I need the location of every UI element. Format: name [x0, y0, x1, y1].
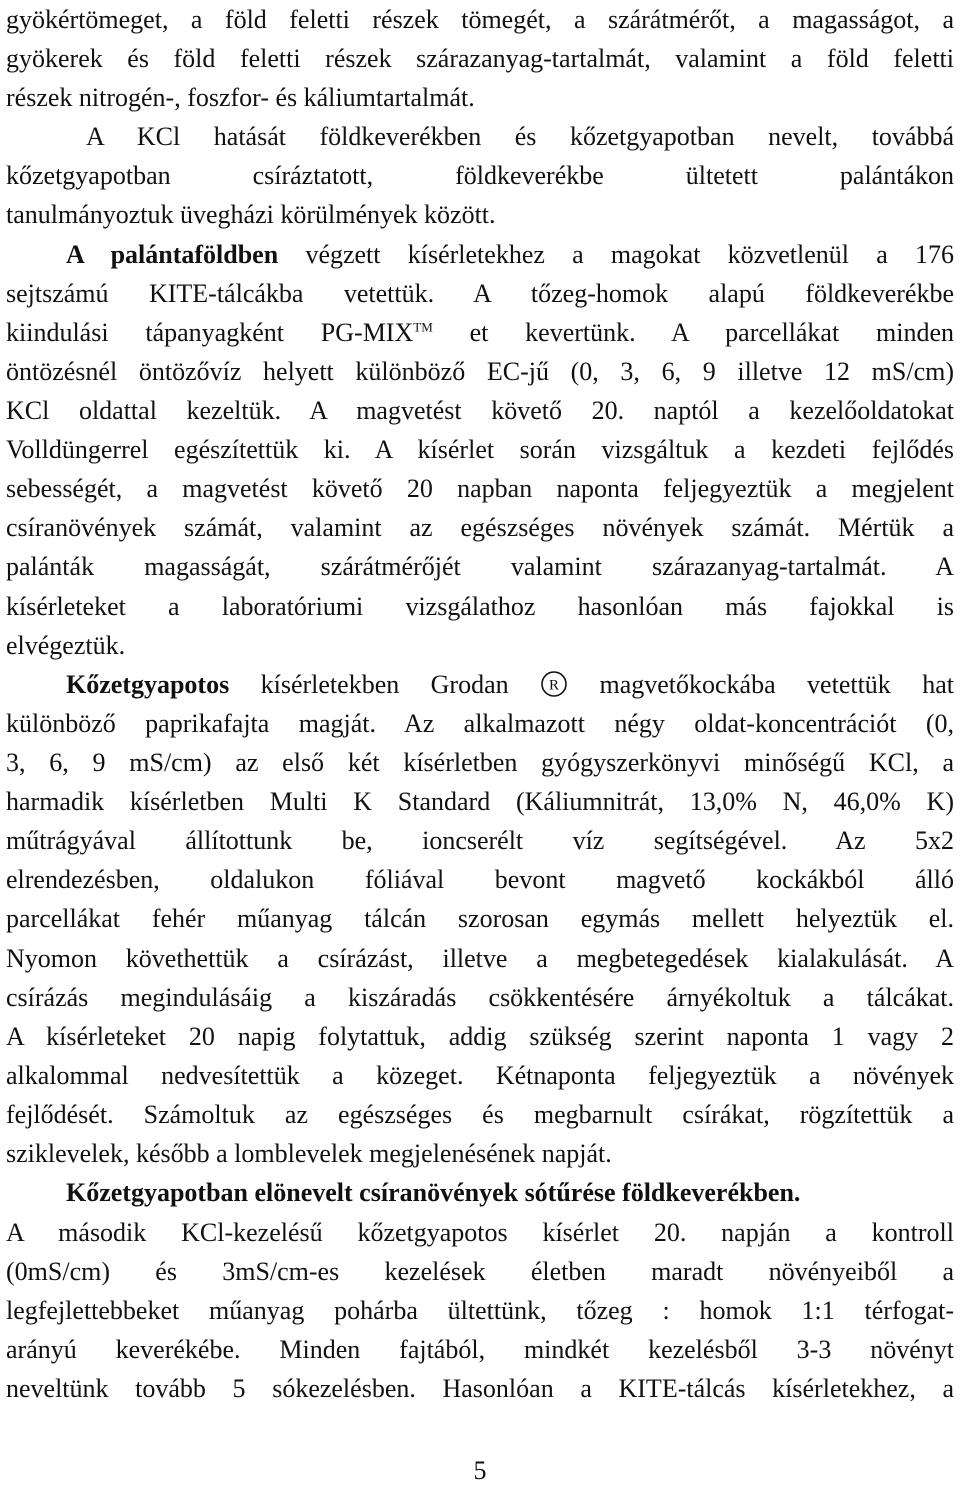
- bold-term: A palántaföldben: [66, 240, 279, 269]
- text-line: gyökértömeget, a föld feletti részek tömegét, a szárátmérőt, a magasságot, a: [6, 5, 954, 34]
- text-line: neveltünk tovább 5 sókezelésben. Hasonlóan a KITE-tálcás kísérletekhez, a: [6, 1374, 954, 1403]
- trademark-superscript: TM: [413, 319, 433, 335]
- text-span: végzett kísérletekhez a magokat közvetlenül a 176: [305, 240, 954, 269]
- text-line: részek nitrogén-, foszfor- és káliumtartalmát.: [6, 83, 475, 112]
- text-line: sebességét, a magvetést követő 20 napban naponta feljegyeztük a megjelent: [6, 474, 954, 503]
- page-number: 5: [473, 1456, 487, 1485]
- text-line: elrendezésben, oldalukon fóliával bevont magvető kockákból álló: [6, 865, 954, 894]
- text-line: harmadik kísérletben Multi K Standard (Káliumnitrát, 13,0% N, 46,0% K): [6, 787, 954, 816]
- text-line: kőzetgyapotban csíráztatott, földkeverékbe ültetett palántákon: [6, 161, 954, 190]
- text-line: [6, 665, 954, 705]
- text-line: fejlődését. Számoltuk az egészséges és megbarnult csírákat, rögzítettük a: [6, 1100, 954, 1129]
- section-heading: [6, 1173, 954, 1213]
- text-span: kísérletekben Grodan: [260, 670, 509, 699]
- text-line: [6, 313, 954, 353]
- text-span: et kevertünk. A parcellákat minden: [469, 318, 955, 347]
- text-line: gyökerek és föld feletti részek szárazanyag-tartalmát, valamint a föld feletti: [6, 44, 954, 73]
- text-line: [6, 235, 954, 275]
- text-line: csíranövények számát, valamint az egészséges növények számát. Mértük a: [6, 513, 954, 542]
- text-line: legfejlettebbeket műanyag pohárba ültettünk, tőzeg : homok 1:1 térfogat-: [6, 1296, 954, 1325]
- text-line: sejtszámú KITE-tálcákba vetettük. A tőzeg-homok alapú földkeverékbe: [6, 279, 954, 308]
- text-span: kiindulási tápanyagként PG-MIX: [6, 318, 414, 347]
- text-line: tanulmányoztuk üvegházi körülmények között.: [6, 200, 496, 229]
- text-line: arányú keverékébe. Minden fajtából, mindkét kezelésből 3-3 növényt: [6, 1335, 954, 1364]
- text-line: műtrágyával állítottunk be, ioncserélt víz segítségével. Az 5x2: [6, 826, 954, 855]
- text-line: A második KCl-kezelésű kőzetgyapotos kísérlet 20. napján a kontroll: [6, 1218, 954, 1247]
- registered-mark-icon: [540, 670, 568, 698]
- text-line: 3, 6, 9 mS/cm) az első két kísérletben gyógyszerkönyvi minőségű KCl, a: [6, 748, 954, 777]
- text-line: csírázás megindulásáig a kiszáradás csökkentésére árnyékoltuk a tálcákat.: [6, 983, 954, 1012]
- text-line: kísérleteket a laboratóriumi vizsgálathoz hasonlóan más fajokkal is: [6, 592, 954, 621]
- text-line: Volldüngerrel egészítettük ki. A kísérlet során vizsgáltuk a kezdeti fejlődés: [6, 435, 954, 464]
- text-line: különböző paprikafajta magját. Az alkalmazott négy oldat-koncentrációt (0,: [6, 709, 954, 738]
- text-line: (0mS/cm) és 3mS/cm-es kezelések életben maradt növényeiből a: [6, 1257, 954, 1286]
- text-span: magvetőkockába vetettük hat: [599, 670, 954, 699]
- bold-term: Kőzetgyapotos: [66, 670, 230, 699]
- text-line: sziklevelek, később a lomblevelek megjelenésének napját.: [6, 1139, 612, 1168]
- text-line: alkalommal nedvesítettük a közeget. Kétnaponta feljegyeztük a növények: [6, 1061, 954, 1090]
- text-line: Nyomon követhettük a csírázást, illetve a megbetegedések kialakulását. A: [6, 944, 954, 973]
- heading-text: Kőzetgyapotban elönevelt csíranövények sótűrése földkeverékben.: [66, 1178, 801, 1207]
- text-line: KCl oldattal kezeltük. A magvetést követő 20. naptól a kezelőoldatokat: [6, 396, 954, 425]
- text-line: öntözésnél öntözővíz helyett különböző EC-jű (0, 3, 6, 9 illetve 12 mS/cm): [6, 357, 954, 386]
- text-line: elvégeztük.: [6, 631, 126, 660]
- text-line: palánták magasságát, szárátmérőjét valamint szárazanyag-tartalmát. A: [6, 552, 954, 581]
- text-line: parcellákat fehér műanyag tálcán szorosan egymás mellett helyeztük el.: [6, 904, 954, 933]
- text-line: A kísérleteket 20 napig folytattuk, addig szükség szerint naponta 1 vagy 2: [6, 1022, 954, 1051]
- text-line: A KCl hatását földkeverékben és kőzetgyapotban nevelt, továbbá: [86, 122, 954, 151]
- svg-text:R: R: [549, 677, 560, 694]
